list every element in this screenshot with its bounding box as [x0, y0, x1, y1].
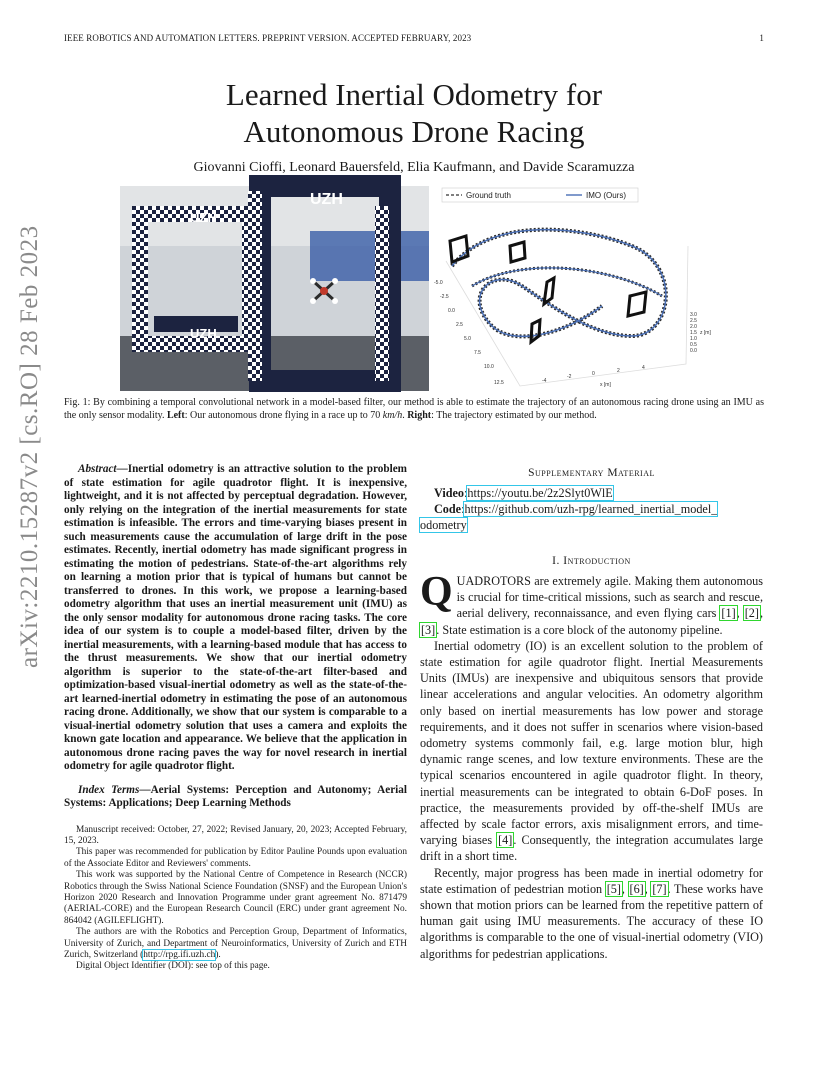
abstract-label: Abstract [78, 463, 117, 475]
figure-caption: Fig. 1: By combining a temporal convolutional network in a model-based filter, our method is able to estimate the trajectory of an autonomous racing drone using an IMU as the only sensor modality. Left: Our autonomous drone flying in a race up to 70 km/h. Right: The trajectory estimated by our method. [64, 397, 764, 421]
legend-imo: IMO (Ours) [586, 191, 626, 200]
citation-6[interactable]: [6] [629, 881, 644, 896]
code-link-continued[interactable]: odometry [420, 518, 467, 532]
citation-5[interactable]: [5] [606, 881, 621, 896]
authors: Giovanni Cioffi, Leonard Bauersfeld, Elia Kaufmann, and Davide Scaramuzza [193, 160, 635, 175]
running-title: IEEE ROBOTICS AND AUTOMATION LETTERS. PREPRINT VERSION. ACCEPTED FEBRUARY, 2023 [64, 33, 472, 43]
footnote-received: Manuscript received: October, 27, 2022; Revised January, 20, 2023; Accepted February, 15, 2023. [64, 824, 407, 846]
code-line-2 [420, 517, 763, 533]
caption-prefix: Fig. 1: By combining a temporal convolutional network in a model-based filter, our method is able to estimate the trajectory of an autonomous racing drone using an IMU as the only sensor modality. [64, 397, 764, 421]
intro-heading-text: Introduction [563, 555, 631, 567]
code-line: Code:https://github.com/uzh-rpg/learned_inertial_model_ [434, 502, 718, 516]
caption-unit: km/h [382, 410, 403, 421]
left-column [64, 463, 407, 973]
legend-ground-truth: Ground truth [466, 191, 511, 200]
svg-text:2.5: 2.5 [690, 318, 697, 324]
drone-race-photo [120, 186, 429, 391]
svg-text:3.0: 3.0 [690, 312, 697, 318]
svg-text:2: 2 [617, 368, 620, 374]
svg-text:12.5: 12.5 [494, 380, 504, 386]
svg-text:10.0: 10.0 [484, 364, 494, 370]
arxiv-stamp: arXiv:2210.15287v2 [cs.RO] 28 Feb 2023 [16, 225, 43, 668]
video-label: Video [434, 486, 465, 500]
caption-left-label: Left [166, 410, 185, 421]
title-line-2: Autonomous Drone Racing [243, 114, 585, 149]
z-axis-label: z [m] [700, 330, 711, 336]
citation-1[interactable]: [1] [721, 606, 736, 621]
intro-paragraph-3: Recently, major progress has been made in inertial odometry for state estimation of pedestrian motion [5], [6], [7]. These works have shown that motion priors can be learned from the repetitive pattern of human gait using IMU measurements. The accuracy of these IO algorithms is comparable to the one of visual-inertial odometry (VIO) algorithms for pedestrian applications. [420, 865, 763, 961]
intro-p1-text-b: . State estimation is a core block of the autonomy pipeline. [436, 622, 723, 637]
intro-p3-text-a: Recently, major progress has been made in inertial odometry for state estimation of pedestrian motion [420, 865, 763, 896]
z-axis-ticks [690, 312, 697, 354]
code-link[interactable]: https://github.com/uzh-rpg/learned_inertial_model_ [464, 502, 718, 516]
footnote-doi: Digital Object Identifier (DOI): see top of this page. [76, 961, 270, 972]
caption-right-label: Right [407, 410, 432, 421]
svg-text:-5.0: -5.0 [434, 280, 443, 286]
svg-text:-4: -4 [542, 378, 547, 384]
title-line-1: Learned Inertial Odometry for [225, 77, 603, 112]
citation-3[interactable]: [3] [421, 622, 436, 637]
dropcap: Q [420, 569, 453, 615]
caption-right-text: : The trajectory estimated by our method. [431, 410, 597, 421]
citation-2[interactable]: [2] [744, 606, 759, 621]
figure-photo [120, 186, 429, 391]
index-terms-label: Index Terms [78, 783, 140, 796]
trajectory-plot-svg [432, 186, 711, 393]
photo-label-uzh-1: UZH [190, 210, 217, 225]
footnote-affiliation-text: The authors are with the Robotics and Perception Group, Department of Informatics, University of Zurich, and Department of Neuroinformatics, University of Zurich and ETH Zurich, Switzerland ( [64, 927, 407, 960]
photo-label-uzh-2: UZH [190, 326, 217, 341]
rpg-website-link[interactable]: http://rpg.ifi.uzh.ch [143, 949, 216, 960]
svg-text:0.5: 0.5 [690, 342, 697, 348]
trajectory-plot [432, 186, 711, 393]
x-axis-label: x [m] [600, 382, 611, 388]
code-label: Code [434, 502, 462, 516]
footnotes [64, 825, 407, 973]
abstract-text: —Inertial odometry is an attractive solution to the problem of state estimation for agile quadrotor flight. It is inexpensive, lightweight, and it is not affected by perceptual degradation. However, only relying on the integration of the inertial measurements for state estimation is infeasible. The errors and time-varying biases present in such measurements cause the accumulation of large drift in the pose estimates. Recently, inertial odometry has made significant progress in estimating the motion of pedestrians. State-of-the-art algorithms rely on learning a motion prior that is typical of humans but cannot be transferred to drones. In this work, we propose a learning-based odometry algorithm that uses an inertial measurement unit (IMU) as the only sensor modality for autonomous drone racing tasks. The core idea of our system is to couple a model-based filter, driven by the inertial measurements, with a learning-based module that has access to the thrust measurements. We show that our inertial odometry algorithm is superior to the state-of-the-art filter-based and optimization-based visual-inertial odometry as well as the state-of-the-art learned-inertial odometry in estimating the pose of an autonomous racing drone. Additionally, we show that our system is comparable to a visual-inertial odometry solution that uses a camera and exploits the known gate location and appearance. We believe that the application in autonomous drone racing paves the way for novel research in inertial odometry for agile quadrotor flight. [64, 463, 407, 772]
svg-text:1.5: 1.5 [690, 330, 697, 336]
svg-text:2.5: 2.5 [456, 322, 463, 328]
right-column [420, 463, 763, 962]
footnote-editor: This paper was recommended for publication by Editor Pauline Pounds upon evaluation of the Associate Editor and Reviewers' comments. [64, 847, 407, 869]
index-terms [64, 784, 407, 811]
supplementary-heading: Supplementary Material [528, 467, 655, 479]
svg-text:5.0: 5.0 [464, 336, 471, 342]
intro-heading-number: I. [552, 555, 560, 567]
photo-label-uzh-3: UZH [310, 191, 343, 208]
intro-p1-text-a: UADROTORS are extremely agile. Making them autonomous is crucial for time-critical missions, such as search and rescue, aerial delivery, reconnaissance, and even flying cars [456, 574, 763, 621]
index-terms-text: —Aerial Systems: Perception and Autonomy; Aerial Systems: Applications; Deep Learning Methods [64, 783, 407, 809]
paper-title [0, 76, 828, 150]
intro-p2-text-a: Inertial odometry (IO) is an excellent solution to the problem of state estimation for agile quadrotor flight. Inertial Measurements Units (IMUs) are inexpensive and ubiquitous sensors that provide linear accelerations and angular velocities. An odometry algorithm only based on inertial measurements has low power and storage requirements, and it does not suffer in scenarios where vision-based odometry systems commonly fail, e.g. large motion blur, high dynamic range scenes, and low texture environments. These are the typical scenarios encountered in agile quadrotor flight. In theory, inertial measurements can be integrated to obtain 6-DoF poses. In practice, the measurements provided by off-the-shelf IMUs are affected by scale factor errors, axis misalignment errors, and time-varying biases [420, 638, 763, 848]
intro-heading [420, 555, 763, 567]
svg-text:-2.5: -2.5 [440, 294, 449, 300]
footnote-affiliation-suffix: ). [215, 949, 221, 960]
svg-text:0: 0 [592, 371, 595, 377]
svg-text:1.0: 1.0 [690, 336, 697, 342]
svg-text:4: 4 [642, 365, 645, 371]
svg-text:0.0: 0.0 [448, 308, 455, 314]
intro-p3-text-b: . These works have shown that motion priors can be learned from the repetitive pattern of human gait using IMU measurements. The accuracy of these IO algorithms is comparable to the one of visual-inertial odometry (VIO) algorithms for pedestrian applications. [420, 881, 763, 961]
running-header [64, 33, 764, 43]
svg-text:0.0: 0.0 [690, 348, 697, 354]
video-line: Video:https://youtu.be/2z2Slyt0WlE [434, 486, 613, 500]
svg-text:7.5: 7.5 [474, 350, 481, 356]
footnote-affiliation [64, 927, 407, 961]
page-number: 1 [759, 33, 764, 43]
citation-4[interactable]: [4] [498, 833, 513, 848]
footnote-funding: This work was supported by the National Centre of Competence in Research (NCCR) Robotics through the Swiss National Science Foundation (SNSF) and the European Union's Horizon 2020 Research and Innovation Programme under grant agreement No. 871479 (AERIAL-CORE) and the European Research Council (ERC) under grant agreement No. 864042 (AGILEFLIGHT). [64, 870, 407, 926]
svg-text:2.0: 2.0 [690, 324, 697, 330]
caption-left-text: : Our autonomous drone flying in a race up to 70 [184, 410, 381, 421]
video-link[interactable]: https://youtu.be/2z2Slyt0WlE [467, 486, 613, 500]
intro-p2-text-b: . Consequently, the integration accumulates large drift in a short time. [420, 833, 763, 864]
citation-7[interactable]: [7] [652, 881, 667, 896]
intro-paragraph-1: QUADROTORS are extremely agile. Making them autonomous is crucial for time-critical missions, such as search and rescue, aerial delivery, reconnaissance, and even flying cars [1], [2], [3]. State estimation is a core block of the autonomy pipeline. [420, 569, 764, 637]
intro-paragraph-2 [420, 638, 763, 865]
svg-text:-2: -2 [567, 374, 572, 380]
abstract [64, 463, 407, 774]
